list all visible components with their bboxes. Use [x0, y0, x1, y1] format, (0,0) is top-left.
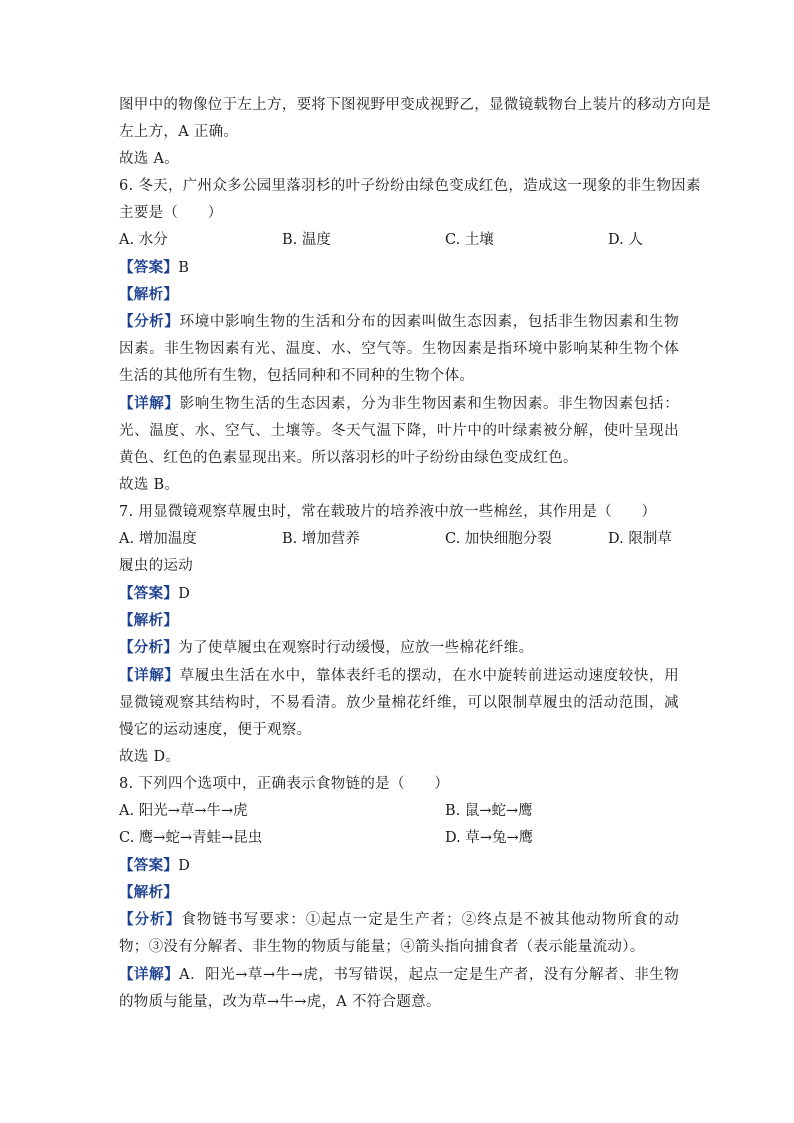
q7-option-d-continued: 履虫的运动 [119, 558, 193, 574]
q8-stem: 8. 下列四个选项中，正确表示食物链的是（ ） [119, 776, 450, 792]
q7-detail [119, 662, 679, 744]
q6-analysis-heading [119, 281, 679, 308]
q6-stem-line-2: 主要是（ ） [119, 205, 223, 221]
q7-option-d: D. 限制草 [608, 531, 672, 547]
analysis-tag: 【解析】 [119, 612, 179, 629]
q6-option-c: C. 土壤 [445, 232, 494, 248]
q8-detail [119, 961, 679, 1016]
q7-option-a: A. 增加温度 [119, 531, 197, 547]
q6-option-a: A. 水分 [119, 232, 168, 248]
answer-tag: 【答案】 [119, 585, 179, 602]
detail-tag: 【详解】 [119, 395, 180, 412]
q6-conclusion: 故选 B。 [119, 477, 180, 493]
q8-option-b: B. 鼠→蛇→鹰 [445, 803, 533, 819]
question-6 [119, 173, 701, 499]
q8-options-row-1 [119, 798, 679, 825]
carry-over-conclusion: 故选 A。 [119, 151, 180, 167]
detail-tag: 【详解】 [119, 966, 180, 983]
q6-detail [119, 390, 679, 472]
q6-options [119, 227, 679, 254]
q6-option-b: B. 温度 [282, 232, 331, 248]
fenxi-tag: 【分析】 [119, 911, 182, 928]
q8-answer-value: D [178, 858, 191, 874]
analysis-tag: 【解析】 [119, 286, 179, 303]
q7-fenxi [119, 634, 679, 662]
analysis-tag: 【解析】 [119, 884, 179, 901]
q7-fenxi-text: 为了使草履虫在观察时行动缓慢，应放一些棉花纤维。 [178, 640, 534, 656]
q6-stem-line-1: 6. 冬天，广州众多公园里落羽杉的叶子纷纷由绿色变成红色，造成这一现象的非生物因素 [119, 178, 701, 194]
q7-option-b: B. 增加营养 [282, 531, 360, 547]
fenxi-tag: 【分析】 [119, 313, 180, 330]
q8-answer [119, 852, 679, 879]
question-7 [119, 499, 679, 771]
q6-answer-value: B [178, 260, 190, 276]
fenxi-tag: 【分析】 [119, 639, 179, 656]
q7-stem: 7. 用显微镜观察草履虫时，常在载玻片的培养液中放一些棉丝，其作用是（ ） [119, 504, 657, 520]
q7-answer [119, 580, 679, 607]
carry-over-line-1: 图甲中的物像位于左上方，要将下图视野甲变成视野乙，显微镜载物台上装片的移动方向是 [119, 97, 711, 113]
q6-answer [119, 254, 679, 281]
carry-over-line-2: 左上方，A 正确。 [119, 124, 239, 140]
q8-analysis-heading [119, 879, 679, 906]
q6-detail-text: 影响生物生活的生态因素，分为非生物因素和生物因素。非生物因素包括：光、温度、水、空气、土壤等。冬天气温下降，叶片中的叶绿素被分解，使叶呈现出黄色、红色的色素显现出来。所以落羽杉的叶子纷纷由绿色变成红色。 [119, 396, 679, 466]
q7-conclusion: 故选 D。 [119, 749, 181, 765]
q8-detail-text: A．阳光→草→牛→虎，书写错误，起点一定是生产者，没有分解者、非生物的物质与能量，改为草→牛→虎，A 不符合题意。 [119, 967, 679, 1010]
q7-analysis-heading [119, 607, 679, 634]
q7-answer-value: D [178, 586, 191, 602]
q6-fenxi-text: 环境中影响生物的生活和分布的因素叫做生态因素，包括非生物因素和生物因素。非生物因素有光、温度、水、空气等。生物因素是指环境中影响某种生物个体生活的其他所有生物，包括同种和不同种的生物个体。 [119, 314, 679, 384]
q8-fenxi-text: 食物链书写要求：①起点一定是生产者；②终点是不被其他动物所食的动物；③没有分解者、非生物的物质与能量；④箭头指向捕食者（表示能量流动）。 [119, 912, 679, 955]
q8-option-a: A. 阳光→草→牛→虎 [119, 803, 248, 819]
q8-options-row-2 [119, 825, 679, 852]
answer-tag: 【答案】 [119, 857, 179, 874]
q7-options [119, 526, 679, 553]
question-8 [119, 771, 679, 1016]
q6-fenxi [119, 308, 679, 390]
q7-option-c: C. 加快细胞分裂 [445, 531, 552, 547]
answer-tag: 【答案】 [119, 259, 179, 276]
detail-tag: 【详解】 [119, 667, 180, 684]
document-page [119, 92, 711, 1016]
q8-fenxi [119, 906, 679, 961]
q6-option-d: D. 人 [608, 232, 643, 248]
q8-option-d: D. 草→兔→鹰 [445, 830, 534, 846]
q7-detail-text: 草履虫生活在水中，靠体表纤毛的摆动，在水中旋转前进运动速度较快，用显微镜观察其结构时，不易看清。放少量棉花纤维，可以限制草履虫的活动范围，减慢它的运动速度，便于观察。 [119, 668, 679, 738]
q8-option-c: C. 鹰→蛇→青蛙→昆虫 [119, 830, 263, 846]
